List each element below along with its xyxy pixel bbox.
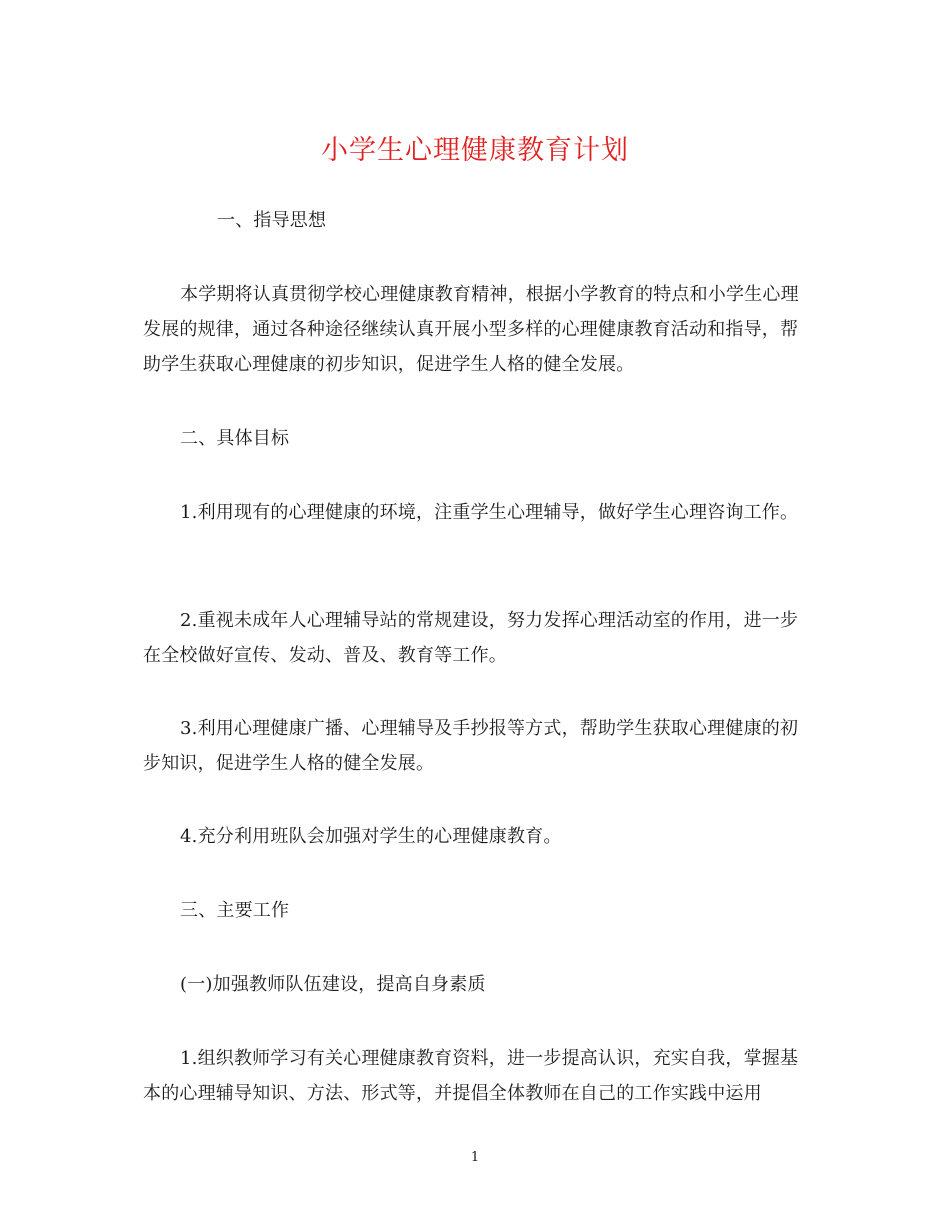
subheading-teacher-team: (一)加强教师队伍建设，提高自身素质 [180, 974, 486, 995]
goal-item-3: 3.利用心理健康广播、心理辅导及手抄报等方式，帮助学生获取心理健康的初步知识，促进学生人格的健全发展。 [143, 718, 799, 774]
document-title: 小学生心理健康教育计划 [321, 135, 629, 166]
work-item-1: 1.组织教师学习有关心理健康教育资料，进一步提高认识，充实自我，掌握基本的心理辅导知识、方法、形式等，并提倡全体教师在自己的工作实践中运用 [143, 1048, 799, 1104]
page-number: 1 [470, 1150, 480, 1165]
goal-item-1: 1.利用现有的心理健康的环境，注重学生心理辅导，做好学生心理咨询工作。 [180, 502, 799, 523]
goal-item-4: 4.充分利用班队会加强对学生的心理健康教育。 [180, 826, 562, 847]
section-heading-main-work: 三、主要工作 [180, 900, 290, 921]
section-heading-guiding-ideology: 一、指导思想 [217, 210, 327, 231]
section-heading-specific-goals: 二、具体目标 [180, 428, 290, 449]
goal-item-2: 2.重视未成年人心理辅导站的常规建设，努力发挥心理活动室的作用，进一步在全校做好宣传、发动、普及、教育等工作。 [143, 610, 799, 666]
paragraph-guiding-ideology: 本学期将认真贯彻学校心理健康教育精神，根据小学教育的特点和小学生心理发展的规律，通过各种途径继续认真开展小型多样的心理健康教育活动和指导，帮助学生获取心理健康的初步知识，促进学生人格的健全发展。 [143, 284, 799, 375]
